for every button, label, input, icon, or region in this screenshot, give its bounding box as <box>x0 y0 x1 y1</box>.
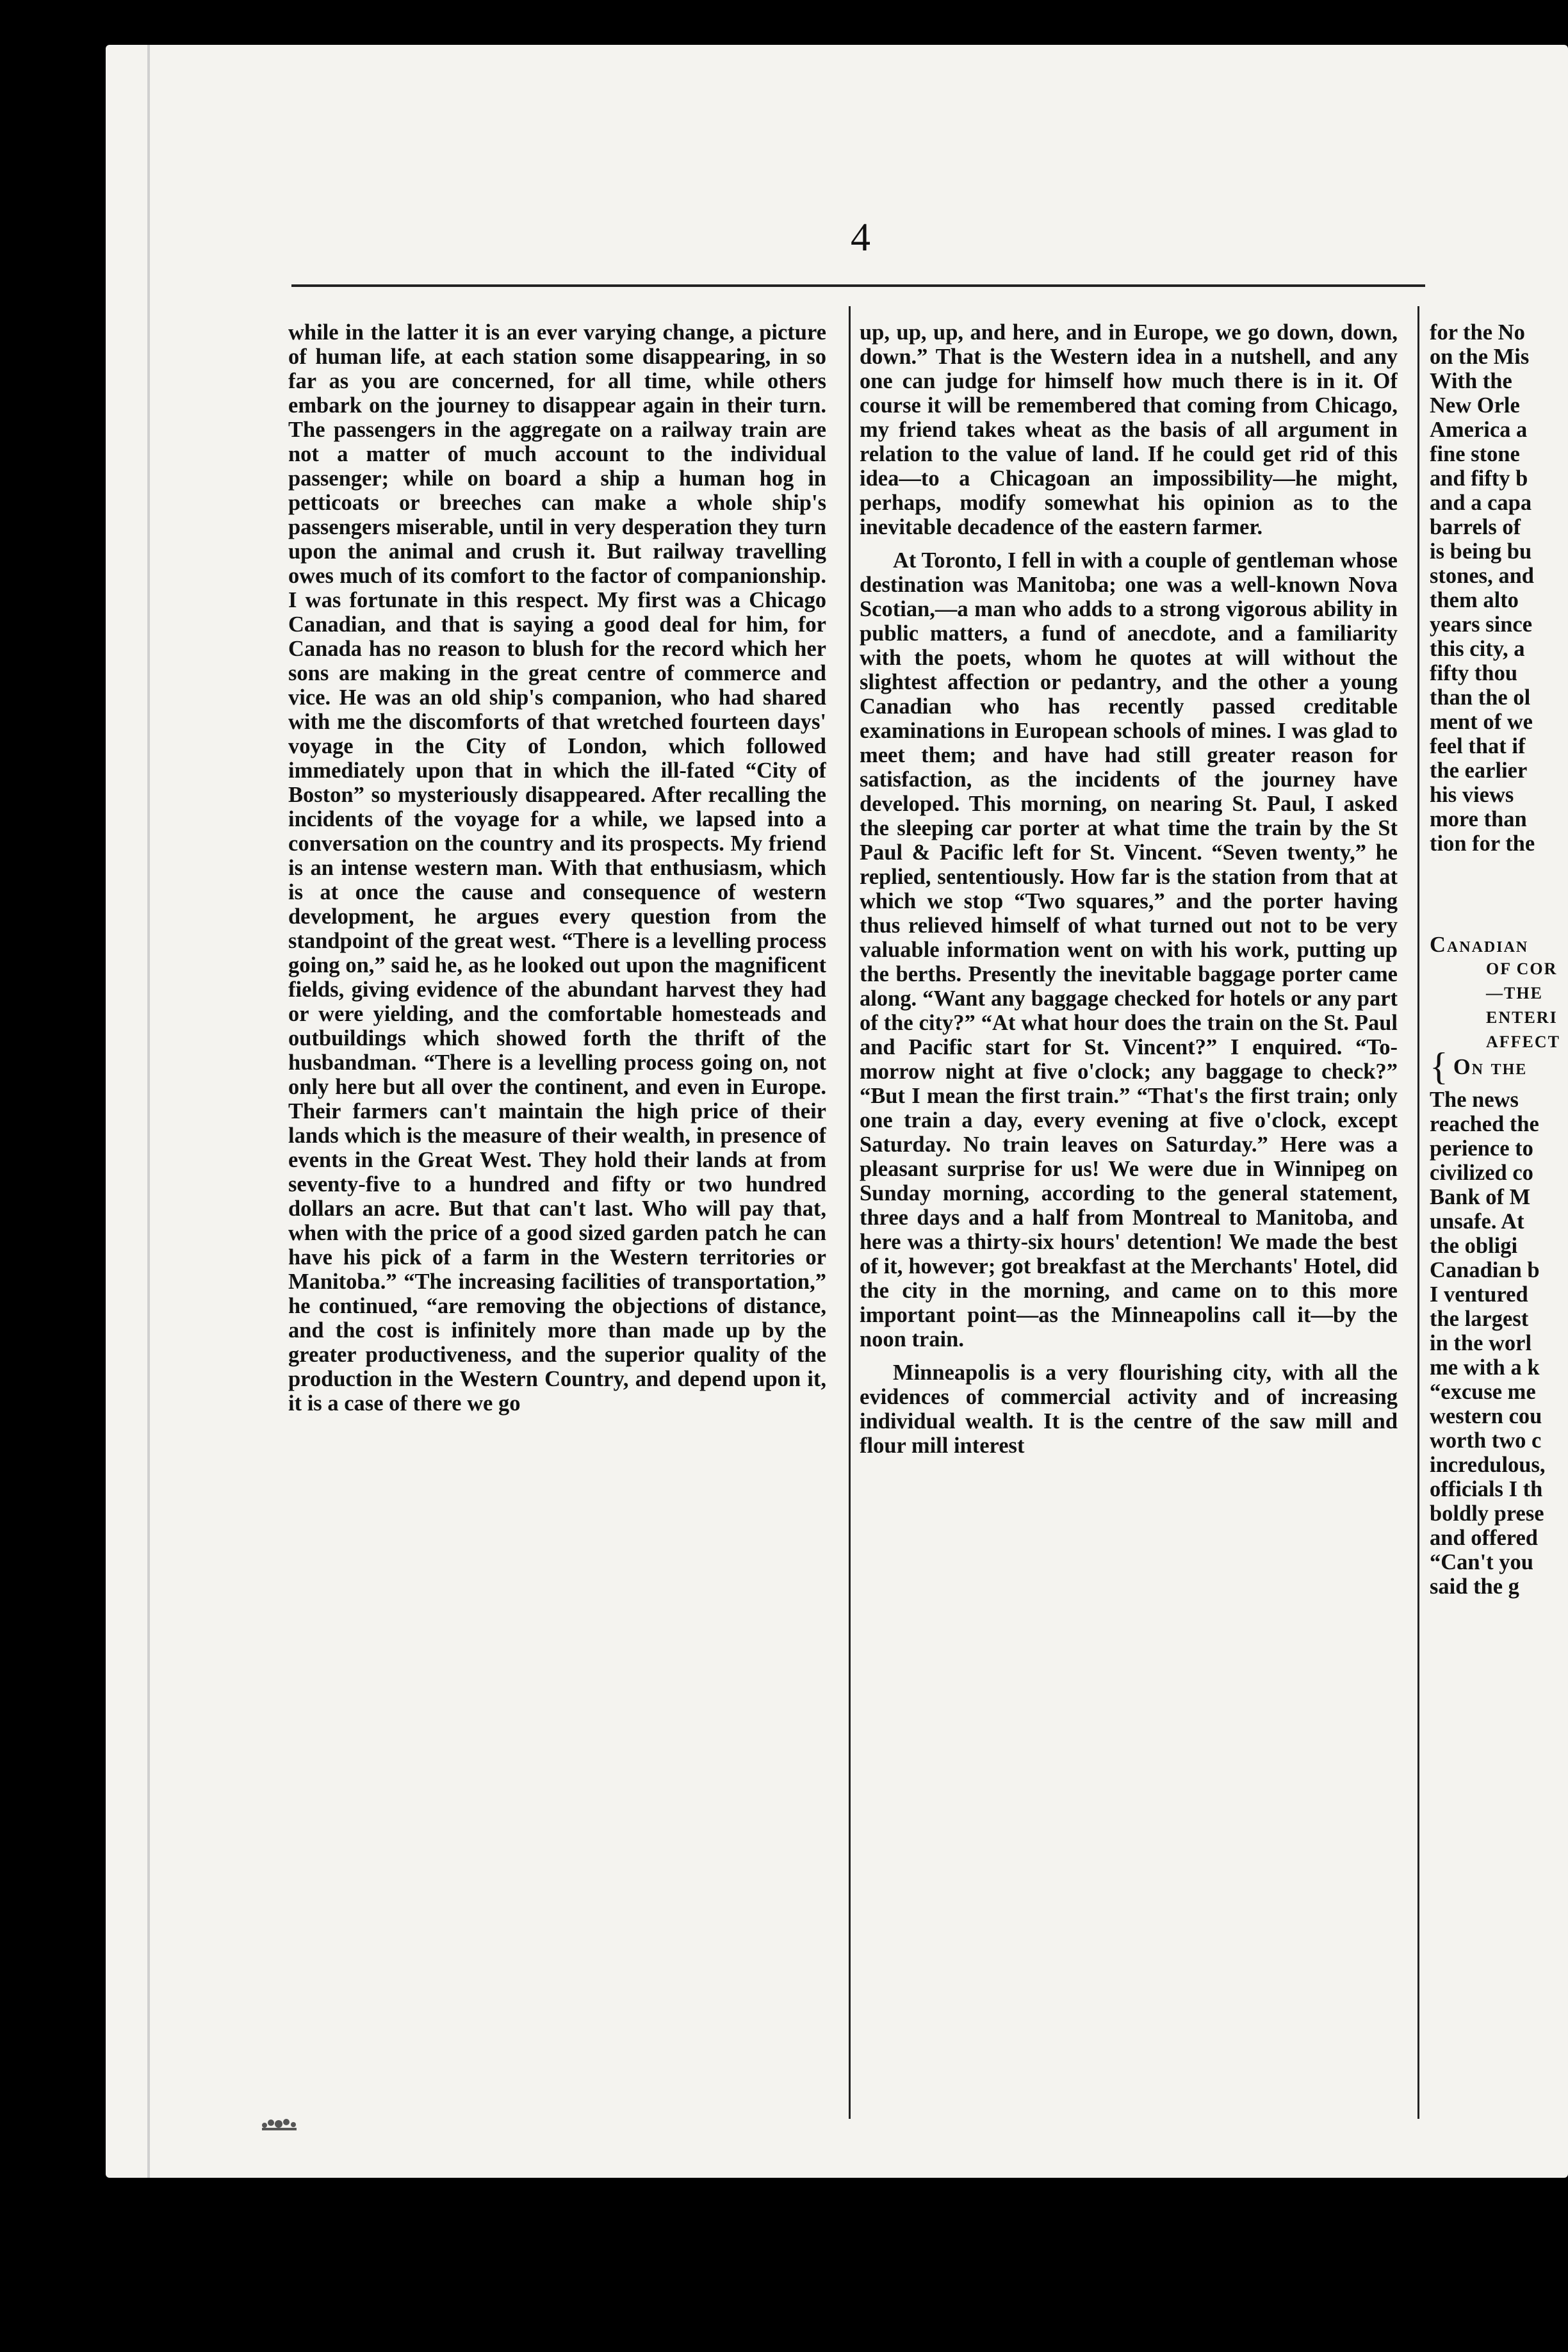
column-divider <box>849 306 851 2119</box>
page-number: 4 <box>851 216 870 259</box>
right-column-top-line: ment of we <box>1430 710 1533 734</box>
right-column-top-line: stones, and <box>1430 564 1534 588</box>
right-column-bottom-line: “Can't you <box>1430 1550 1533 1574</box>
middle-paragraph-1: up, up, up, and here, and in Europe, we go down, down, down.” That is the Western idea in a nutshell, and any one can judge for himself how much there is in it. Of course it will be remembered that coming from Chicago, my friend takes wheat as the basis of all argument in relation to the value of land. If he could get rid of this idea—to a Chicagoan an impossibility—he might, perhaps, modify somewhat his opinion as to the inevitable decadence of the eastern farmer. <box>860 320 1398 539</box>
right-column-top-line: With the <box>1430 369 1512 393</box>
right-column-top-line: and fifty b <box>1430 466 1528 491</box>
section-subheading-line: ENTERI <box>1486 1008 1558 1027</box>
brace-line-text: On the <box>1453 1055 1528 1079</box>
right-column-bottom-line: western cou <box>1430 1404 1542 1428</box>
right-column-top-line: more than <box>1430 807 1527 831</box>
right-column-bottom-line: and offered <box>1430 1526 1538 1550</box>
section-subheading-line: —THE <box>1486 984 1543 1002</box>
right-column-top-line: on the Mis <box>1430 345 1530 369</box>
right-column-bottom-line: perience to <box>1430 1136 1533 1161</box>
left-paragraph-1: while in the latter it is an ever varying change, a picture of human life, at each station some disappearing, in so far as you are concerned, for all time, while others embark on the journey to disappear again in their turn. The passengers in the aggregate on a railway train are not a matter of much account to the individual passenger; while on board a ship a human hog in petticoats or breeches can make a whole ship's passengers miserable, until in very desperation they turn upon the animal and crush it. But railway travelling owes much of its comfort to the factor of companionship. I was fortunate in this respect. My first was a Chicago Canadian, and that is saying a good deal for him, for Canada has no reason to blush for the record which her sons are making in the great centre of commerce and vice. He was an old ship's companion, who had shared with me the discomforts of that wretched fourteen days' voyage in the City of London, which followed immediately upon that in which the ill-fated “City of Boston” so mysteriously disappeared. After recalling the incidents of the voyage for a while, we lapsed into a conversation on the country and its prospects. My friend is an intense western man. With that enthusiasm, which is at once the cause and consequence of western development, he argues every question from the standpoint of the great west. “There is a levelling process going on,” said he, as he looked out upon the magnificent fields, giving evidence of the abundant harvest they had or were yielding, and the comfortable homesteads and outbuildings which showed forth the thrift of the husbandman. “There is a levelling process going on, not only here but all over the continent, and even in Europe. Their farmers can't maintain the high price of their lands which is the measure of their wealth, in presence of events in the Great West. They hold their lands at from seventy-five to a hundred and fifty or two hundred dollars an acre. But that can't last. Who will pay that, when with the price of a good sized garden patch he can have his pick of a farm in the Western territories or Manitoba.” “The increasing facilities of transportation,” he continued, “are removing the objections of distance, and the cost is infinitely more than made up by the greater productiveness, and the superior quality of the production in the Western Country, and depend upon it, it is a case of there we go <box>288 320 826 1416</box>
right-column-bottom-line: the obligi <box>1430 1234 1518 1258</box>
right-column-top-line: them alto <box>1430 588 1519 612</box>
right-column-fragment <box>1430 320 1568 2178</box>
column-divider-right <box>1417 306 1419 2119</box>
right-column-top-line: New Orle <box>1430 393 1520 418</box>
right-column-top-line: his views <box>1430 783 1514 807</box>
right-column-bottom-line: “excuse me <box>1430 1380 1536 1404</box>
section-brace-line <box>1430 1045 1568 1088</box>
right-column-top-line: and a capa <box>1430 491 1532 515</box>
right-column-bottom-line: in the worl <box>1430 1331 1532 1355</box>
right-column-bottom-line: incredulous, <box>1430 1453 1546 1477</box>
right-column-top-line: years since <box>1430 612 1533 637</box>
header-rule <box>291 284 1425 287</box>
right-column-top-line: this city, a <box>1430 637 1525 661</box>
right-column-bottom-line: Bank of M <box>1430 1185 1531 1209</box>
right-column-bottom-line: officials I th <box>1430 1477 1543 1501</box>
right-column-top-line: fifty thou <box>1430 661 1518 685</box>
library-stamp-mark <box>259 2112 299 2134</box>
right-column-bottom-line: said the g <box>1430 1574 1519 1599</box>
right-column-top-line: America a <box>1430 418 1528 442</box>
right-column-bottom-line: reached the <box>1430 1112 1539 1136</box>
left-column <box>288 320 826 2171</box>
right-column-top-line: is being bu <box>1430 539 1532 564</box>
right-column-top-line: for the No <box>1430 320 1525 345</box>
section-gap <box>1430 856 1568 933</box>
section-subheading-line: OF COR <box>1486 960 1558 978</box>
middle-paragraph-2: At Toronto, I fell in with a couple of gentleman whose destination was Manitoba; one was a well-known Nova Scotian,—a man who adds to a strong vigorous ability in public matters, a fund of anecdote, and a familiarity with the poets, whom he quotes at will without the slightest affection or pedantry, and the other a young Canadian who has recently passed creditable examinations in European schools of mines. I was glad to meet them; and have had still greater reason for satisfaction, as the incidents of the journey have developed. This morning, on nearing St. Paul, I asked the sleeping car porter at what time the train by the St Paul & Pacific left for St. Vincent. “Seven twenty,” he replied, sententiously. How far is the station from that at which we stop “Two squares,” and the porter having thus relieved himself of what turned out not to be very valuable information went on with his work, putting up the berths. Presently the inevitable baggage porter came along. “Want any baggage checked for hotels or any part of the city?” “At what hour does the train on the St. Paul and Pacific start for St. Vincent?” I enquired. “To-morrow night at five o'clock; any baggage to check?” “But I mean the first train.” “That's the first train; only one train a day, every evening at five o'clock, except Saturday. No train leaves on Saturday.” Here was a pleasant surprise for us! We were due in Winnipeg on Sunday morning, according to the general statement, three days and a half from Montreal to Manitoba, and here was a thirty-six hours' detention! We made the best of it, however; got breakfast at the Merchants' Hotel, did the city in the morning, and came on to this more important point—as the Minneapolins call it—by the noon train. <box>860 548 1398 1352</box>
page-fold-shadow <box>147 45 150 2178</box>
right-column-bottom-line: Canadian b <box>1430 1258 1540 1282</box>
right-column-bottom-line: worth two c <box>1430 1428 1542 1453</box>
middle-column <box>860 320 1398 2171</box>
right-column-bottom-lines <box>1430 1088 1568 1599</box>
right-column-bottom-line: boldly prese <box>1430 1501 1544 1526</box>
right-column-bottom-line: I ventured <box>1430 1282 1528 1307</box>
right-column-top-line: the earlier <box>1430 758 1528 783</box>
right-column-top-line: fine stone <box>1430 442 1520 466</box>
brace-glyph: { <box>1430 1045 1448 1088</box>
section-heading: Canadian <box>1430 933 1529 957</box>
right-column-top-line: tion for the <box>1430 831 1535 856</box>
section-subheading-line: AFFECT <box>1486 1033 1560 1051</box>
right-column-top-line: than the ol <box>1430 685 1531 710</box>
right-column-bottom-line: me with a k <box>1430 1355 1540 1380</box>
right-column-top-line: feel that if <box>1430 734 1526 758</box>
section-subheading-lines <box>1430 957 1568 1054</box>
right-column-top-lines <box>1430 320 1568 856</box>
right-column-bottom-line: The news <box>1430 1088 1519 1112</box>
middle-paragraph-3: Minneapolis is a very flourishing city, with all the evidences of commercial activity and of increasing individual wealth. It is the centre of the saw mill and flour mill interest <box>860 1360 1398 1458</box>
right-column-bottom-line: civilized co <box>1430 1161 1533 1185</box>
right-column-bottom-line: unsafe. At <box>1430 1209 1524 1234</box>
right-column-bottom-line: the largest <box>1430 1307 1529 1331</box>
right-column-top-line: barrels of <box>1430 515 1521 539</box>
